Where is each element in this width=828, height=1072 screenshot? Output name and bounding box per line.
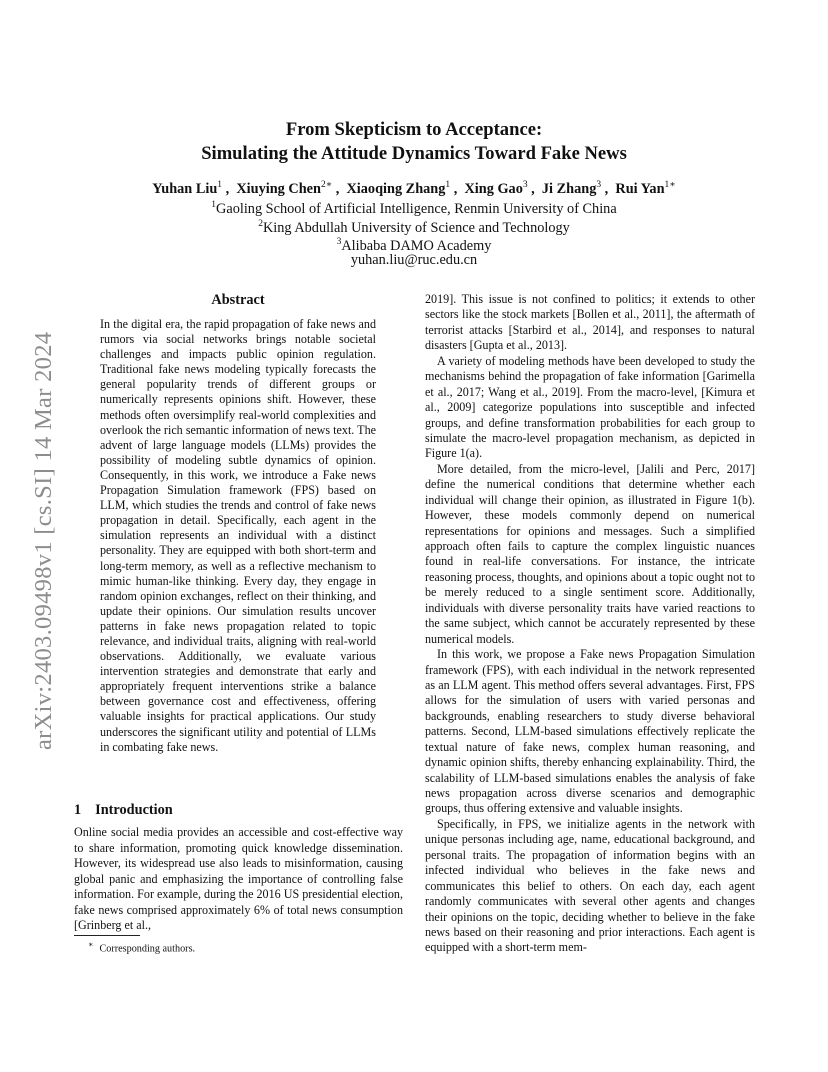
body-paragraph: In this work, we propose a Fake news Propagation Simulation framework (FPS), with each individual in the network represented as an LLM agent. This method offers several advantages. First, FPS allows for the simulation of users with varied personas and backgrounds, enabling researchers to study diverse behavioral patterns. Second, LLM-based simulations effectively replicate the textual nature of fake news, complex human reasoning, and dynamic opinion shifts, thereby enhancing explainability. Third, the scalability of LLM-based simulations enables the analysis of fake news propagation across diverse scenarios and demographic groups, thus offering extensive and valuable insights.	[425, 647, 755, 816]
author-affil-mark: 1	[217, 180, 223, 190]
author-affil-mark: 3	[596, 180, 602, 190]
section-heading-introduction	[74, 802, 173, 819]
author-name: Xing Gao	[464, 180, 523, 197]
arxiv-identifier-stamp: arXiv:2403.09498v1 [cs.SI] 14 Mar 2024	[30, 331, 57, 750]
author-name: Yuhan Liu	[152, 180, 218, 197]
abstract-heading: Abstract	[211, 292, 265, 308]
author-affil-mark: 1∗	[664, 180, 676, 190]
author-name: Rui Yan	[615, 180, 665, 197]
paper-title	[0, 118, 828, 166]
author-affil-mark: 3	[522, 180, 528, 190]
author-email: yuhan.liu@ruc.edu.cn	[350, 252, 478, 268]
title-line-2: Simulating the Attitude Dynamics Toward Fake News	[201, 143, 627, 164]
section-number: 1	[74, 802, 82, 818]
author-affil-mark: 2∗	[320, 180, 333, 190]
title-line-1: From Skepticism to Acceptance:	[285, 119, 543, 140]
affiliation-mark: 2	[258, 219, 263, 229]
author-name: Ji Zhang	[541, 180, 597, 197]
author-name: Xiaoqing Zhang	[346, 180, 446, 197]
section-title: Introduction	[95, 802, 173, 818]
affiliation-text: Alibaba DAMO Academy	[341, 237, 492, 254]
introduction-paragraph-1: Online social media provides an accessible and cost-effective way to share information, promoting quick knowledge dissemination. However, its widespread use also leads to misinformation, causing global panic and emphasizing the importance of controlling false information. For example, during the 2016 US presidential election, fake news comprised approximately 6% of total news consumption [Grinberg et al.,	[74, 825, 403, 932]
affiliation-text: Gaoling School of Artificial Intelligence, Renmin University of China	[216, 200, 617, 217]
author-list: Yuhan Liu$^1$ , Xiuying Chen$^{2∗}$ , Xiaoqing Zhang$^1$ , Xing Gao$^3$ , Ji Zhang$^3$ , Rui Yan$^{1∗}$	[152, 180, 676, 197]
footnote-divider	[74, 935, 140, 936]
abstract-body: In the digital era, the rapid propagation of fake news and rumors via social networks brings notable societal challenges and impacts public opinion regulation. Traditional fake news modeling typically forecasts the general popularity trends of different groups or numerically represents opinions shift. However, these methods often oversimplify real-world complexities and overlook the rich semantic information of news text. The advent of large language models (LLMs) provides the possibility of modeling subtle dynamics of opinion. Consequently, in this work, we introduce a Fake news Propagation Simulation framework (FPS) based on LLM, which studies the trends and control of fake news propagation in detail. Specifically, each agent in the simulation represents an individual with a distinct personality. They are equipped with both short-term and long-term memory, as well as a reflective mechanism to mimic human-like thinking. Every day, they engage in random opinion exchanges, reflect on their thinking, and update their opinions. Our simulation results uncover patterns in fake news propagation related to topic relevance, and individual traits, aligning with real-world observations. Additionally, we evaluate various intervention strategies and demonstrate that early and appropriately frequent interventions strike a balance between governance cost and effectiveness, offering valuable insights for practical applications. Our study underscores the significant utility and potential of LLMs in combating fake news.	[100, 317, 376, 754]
author-name: Xiuying Chen	[236, 180, 321, 197]
footnote-mark: ∗	[88, 940, 94, 949]
footnote-corresponding-authors	[88, 940, 195, 954]
author-affil-mark: 1	[445, 180, 451, 190]
right-column-body	[425, 292, 755, 956]
affiliation-text: King Abdullah University of Science and Technology	[262, 219, 570, 236]
body-paragraph: Specifically, in FPS, we initialize agents in the network with unique personas including age, name, educational background, and personal traits. The propagation of information begins with an infected individual who believes in the fake news and communicates this belief to others. On each day, each agent randomly communicates with several other agents and changes their opinions on the topic, deciding whether to believe in the fake news based on their reasoning and prior interactions. Each agent is equipped with a short-term mem-	[425, 816, 755, 955]
affiliation-mark: 1	[211, 200, 217, 210]
body-paragraph-continued: 2019]. This issue is not confined to politics; it extends to other sectors like the stock markets [Bollen et al., 2011], the aftermath of terrorist attacks [Starbird et al., 2014], and responses to natural disasters [Gupta et al., 2013].	[425, 292, 755, 353]
affiliation-mark: 3	[336, 237, 342, 247]
footnote-text: Corresponding authors.	[99, 943, 196, 955]
body-paragraph: A variety of modeling methods have been developed to study the mechanisms behind the propagation of fake information [Garimella et al., 2017; Wang et al., 2019]. From the macro-level, [Kimura et al., 2009] categorize populations into susceptible and infected groups, and define transformation probabilities for each group to simulate the macro-level propagation mechanism, as depicted in Figure 1(a).	[425, 353, 755, 461]
body-paragraph: More detailed, from the micro-level, [Jalili and Perc, 2017] define the numerical conditions that determine whether each individual will change their opinion, as illustrated in Figure 1(b). However, these models commonly depend on numerical representations for opinions and messages. Such a simplified approach often fails to capture the complex linguistic nuances found in real-life conversations. For instance, the intricate reasoning process, thoughts, and opinions about a topic ought not to be merely reduced to a single sentiment score. Additionally, individuals with diverse personality traits have varied reactions to the same subject, which cannot be accurately represented by these numerical models.	[425, 461, 755, 646]
